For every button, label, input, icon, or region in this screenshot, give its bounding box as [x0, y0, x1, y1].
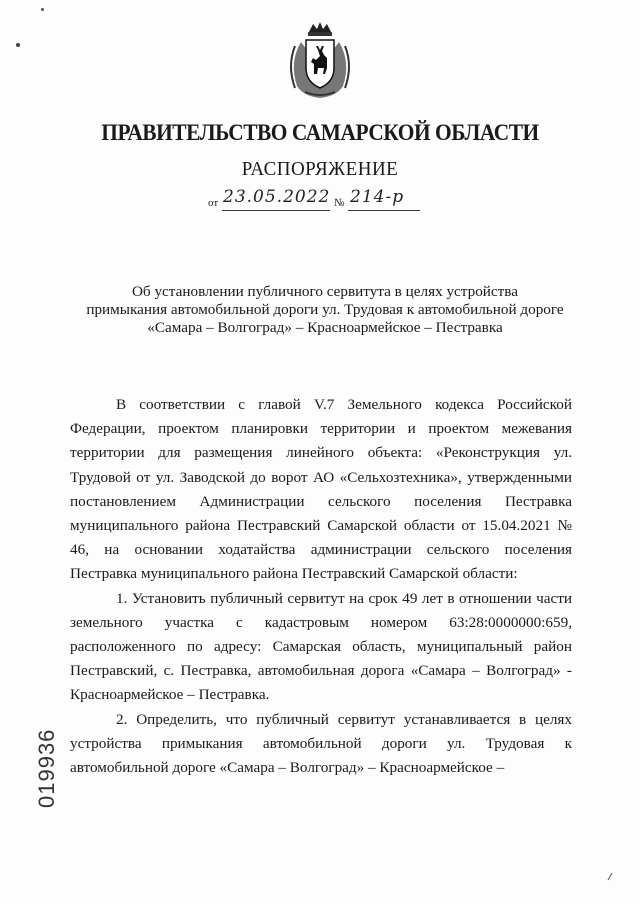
- date-underline: [222, 210, 330, 211]
- document-date-number: [208, 187, 438, 214]
- item-2-paragraph: 2. Определить, что публичный сервитут устанавливается в целях устройства примыкания автомобильной дороги ул. Трудовая к автомобильной дороге «Самара – Волгоград» – Красноармейское –: [70, 710, 572, 777]
- item-1-paragraph: 1. Установить публичный сервитут на срок 49 лет в отношении части земельного участка с кадастровым номером 63:28:0000000:659, расположенного по адресу: Самарская область, муниципальный район Пестравский, с. Пестравка, автомобильная дорога «Самара – Волгоград» - Красноармейское – Пестравка.: [70, 589, 572, 704]
- serial-number: 019936: [34, 728, 59, 808]
- preamble-paragraph: В соответствии с главой V.7 Земельного кодекса Российской Федерации, проектом планировки территории и проектом межевания территории для размещения линейного объекта: «Реконструкция ул. Трудовой от ул. Заводской до ворот АО «Сельхозтехника», утвержденными постановлением Администрации сельского поселения Пестравка муниципального района Пестравский Самарской области от 15.04.2021 № 46, на основании ходатайства администрации сельского поселения Пестравка муниципального района Пестравский Самарской области:: [70, 396, 572, 583]
- document-type: РАСПОРЯЖЕНИЕ: [241, 158, 399, 180]
- scan-speck: [608, 873, 613, 880]
- document-subject: [70, 283, 580, 337]
- document-body: [70, 393, 572, 780]
- number-value: 214-р: [350, 187, 405, 207]
- number-label: №: [334, 197, 345, 209]
- organization-title: ПРАВИТЕЛЬСТВО САМАРСКОЙ ОБЛАСТИ: [101, 120, 539, 145]
- scan-speck: [41, 8, 44, 11]
- subject-line: «Самара – Волгоград» – Красноармейское – Пестравка: [147, 319, 503, 336]
- scan-speck: [16, 43, 20, 47]
- date-value: 23.05.2022: [223, 187, 331, 207]
- samara-coat-of-arms-icon: [287, 22, 353, 100]
- subject-line: Об установлении публичного сервитута в целях устройства: [131, 283, 519, 300]
- number-underline: [348, 210, 420, 211]
- subject-line: примыкания автомобильной дороги ул. Трудовая к автомобильной дороге: [86, 301, 564, 318]
- date-label: от: [208, 197, 219, 209]
